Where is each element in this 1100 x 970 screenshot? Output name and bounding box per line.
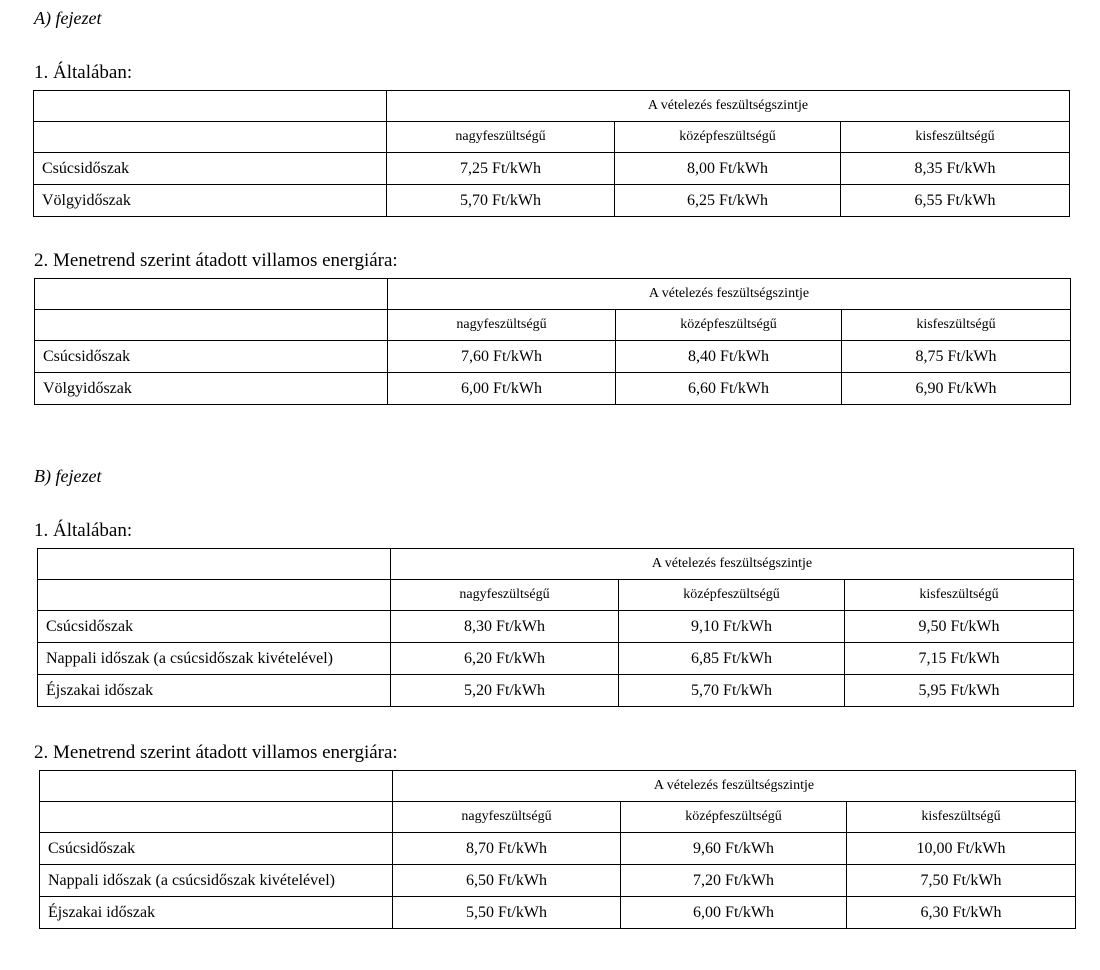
row-label: Völgyidőszak — [35, 373, 388, 405]
table-b-schedule — [39, 770, 1076, 929]
empty-corner-cell — [35, 310, 388, 341]
rate-cell: 8,75 Ft/kWh — [842, 341, 1071, 373]
table-row — [35, 373, 1071, 405]
column-header: nagyfeszültségű — [387, 122, 615, 153]
rate-cell: 7,15 Ft/kWh — [845, 643, 1074, 675]
empty-corner-cell — [35, 279, 388, 310]
column-header: kisfeszültségű — [845, 580, 1074, 611]
rate-cell: 9,50 Ft/kWh — [845, 611, 1074, 643]
rate-cell: 6,60 Ft/kWh — [616, 373, 842, 405]
rate-cell: 7,20 Ft/kWh — [621, 865, 847, 897]
section-a-general-heading: 1. Általában: — [34, 62, 133, 83]
column-header: kisfeszültségű — [841, 122, 1070, 153]
group-header: A vételezés feszültségszintje — [387, 91, 1070, 122]
rate-cell: 8,70 Ft/kWh — [393, 833, 621, 865]
rate-cell: 7,60 Ft/kWh — [388, 341, 616, 373]
section-a-schedule-heading: 2. Menetrend szerint átadott villamos energiára: — [34, 250, 398, 271]
table-row — [38, 643, 1074, 675]
table-b-general — [37, 548, 1074, 707]
rate-cell: 10,00 Ft/kWh — [847, 833, 1076, 865]
rate-cell: 5,50 Ft/kWh — [393, 897, 621, 929]
rate-cell: 6,20 Ft/kWh — [391, 643, 619, 675]
rate-cell: 6,50 Ft/kWh — [393, 865, 621, 897]
chapter-b-title: B) fejezet — [34, 466, 102, 486]
row-label: Csúcsidőszak — [34, 153, 387, 185]
row-label: Csúcsidőszak — [35, 341, 388, 373]
table-row — [34, 153, 1070, 185]
table-row — [38, 611, 1074, 643]
row-label: Éjszakai időszak — [40, 897, 393, 929]
row-label: Éjszakai időszak — [38, 675, 391, 707]
rate-cell: 7,50 Ft/kWh — [847, 865, 1076, 897]
section-b-schedule-heading: 2. Menetrend szerint átadott villamos energiára: — [34, 742, 398, 763]
rate-cell: 6,30 Ft/kWh — [847, 897, 1076, 929]
empty-corner-cell — [40, 802, 393, 833]
column-header: középfeszültségű — [615, 122, 841, 153]
column-header: nagyfeszültségű — [391, 580, 619, 611]
rate-cell: 5,70 Ft/kWh — [619, 675, 845, 707]
rate-cell: 8,40 Ft/kWh — [616, 341, 842, 373]
rate-cell: 6,85 Ft/kWh — [619, 643, 845, 675]
row-label: Völgyidőszak — [34, 185, 387, 217]
group-header: A vételezés feszültségszintje — [391, 549, 1074, 580]
column-header: nagyfeszültségű — [393, 802, 621, 833]
section-b-general-heading: 1. Általában: — [34, 520, 133, 541]
table-a-general — [33, 90, 1070, 217]
group-header: A vételezés feszültségszintje — [393, 771, 1076, 802]
rate-cell: 5,70 Ft/kWh — [387, 185, 615, 217]
column-header: kisfeszültségű — [842, 310, 1071, 341]
table-row — [40, 833, 1076, 865]
column-header: középfeszültségű — [621, 802, 847, 833]
rate-cell: 6,55 Ft/kWh — [841, 185, 1070, 217]
rate-cell: 7,25 Ft/kWh — [387, 153, 615, 185]
empty-corner-cell — [34, 91, 387, 122]
column-header: nagyfeszültségű — [388, 310, 616, 341]
rate-cell: 8,30 Ft/kWh — [391, 611, 619, 643]
rate-cell: 8,00 Ft/kWh — [615, 153, 841, 185]
row-label: Csúcsidőszak — [40, 833, 393, 865]
rate-cell: 6,90 Ft/kWh — [842, 373, 1071, 405]
table-row — [35, 341, 1071, 373]
table-a-schedule — [34, 278, 1071, 405]
column-header: középfeszültségű — [616, 310, 842, 341]
rate-cell: 9,10 Ft/kWh — [619, 611, 845, 643]
table-row — [40, 865, 1076, 897]
rate-cell: 6,00 Ft/kWh — [388, 373, 616, 405]
row-label: Nappali időszak (a csúcsidőszak kivételével) — [40, 865, 393, 897]
rate-cell: 6,00 Ft/kWh — [621, 897, 847, 929]
empty-corner-cell — [38, 549, 391, 580]
empty-corner-cell — [40, 771, 393, 802]
rate-cell: 5,20 Ft/kWh — [391, 675, 619, 707]
table-row — [38, 675, 1074, 707]
column-header: kisfeszültségű — [847, 802, 1076, 833]
rate-cell: 9,60 Ft/kWh — [621, 833, 847, 865]
chapter-a-title: A) fejezet — [34, 8, 102, 28]
rate-cell: 5,95 Ft/kWh — [845, 675, 1074, 707]
table-row — [40, 897, 1076, 929]
rate-cell: 8,35 Ft/kWh — [841, 153, 1070, 185]
empty-corner-cell — [34, 122, 387, 153]
column-header: középfeszültségű — [619, 580, 845, 611]
rate-cell: 6,25 Ft/kWh — [615, 185, 841, 217]
row-label: Csúcsidőszak — [38, 611, 391, 643]
table-row — [34, 185, 1070, 217]
row-label: Nappali időszak (a csúcsidőszak kivételével) — [38, 643, 391, 675]
empty-corner-cell — [38, 580, 391, 611]
group-header: A vételezés feszültségszintje — [388, 279, 1071, 310]
